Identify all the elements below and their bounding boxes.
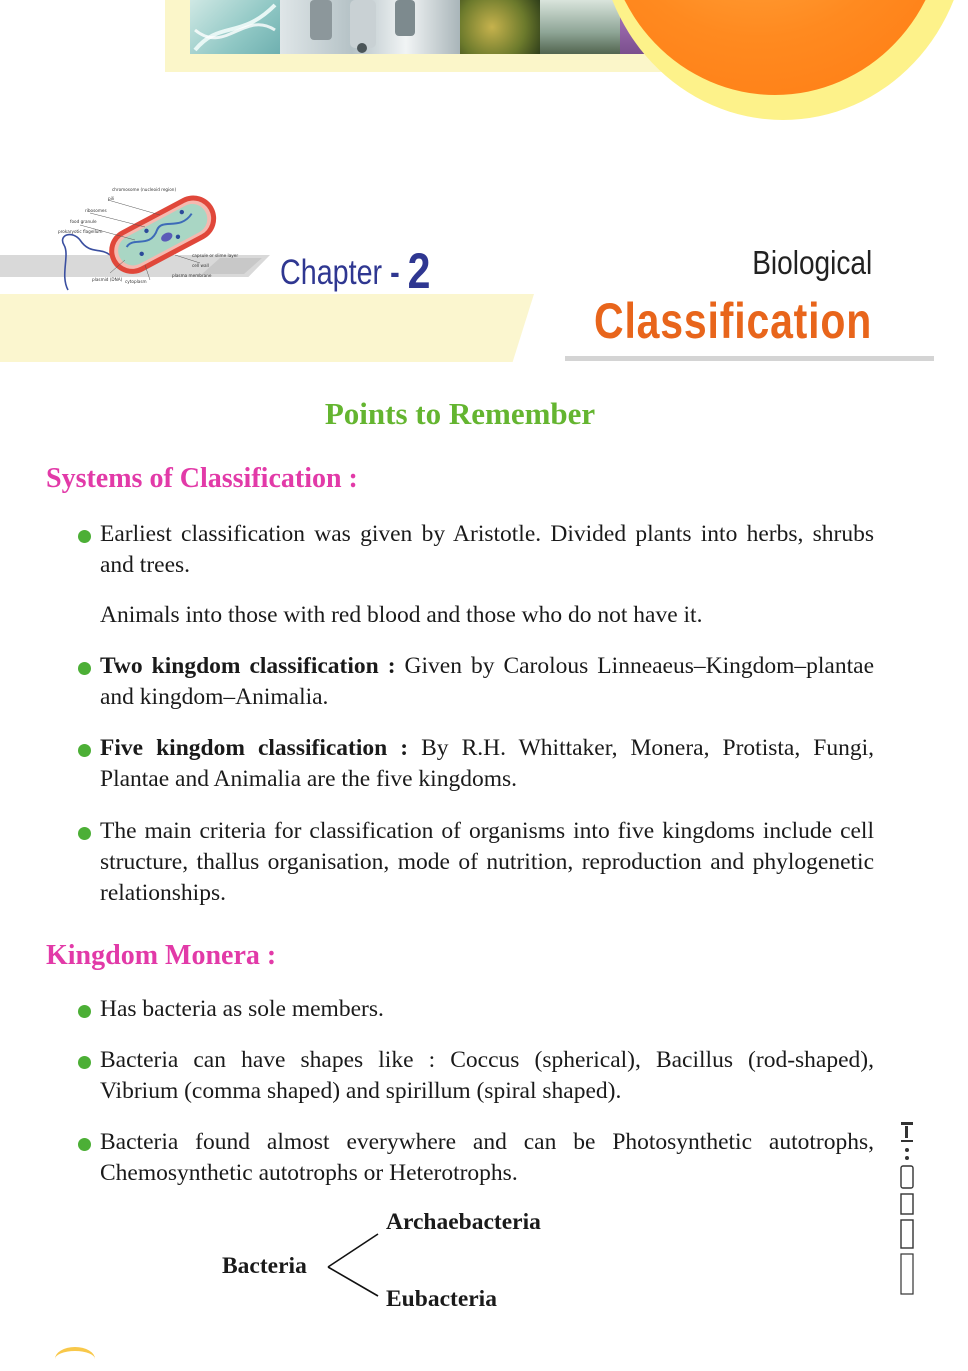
list-item [78, 1045, 874, 1107]
header-photo-collage [190, 0, 670, 54]
list-item [78, 1127, 874, 1189]
list-item [78, 816, 874, 909]
list-item-text: The main criteria for classification of organisms into five kingdoms include cell structure, thallus organisation, mode of nutrition, reproduction and phylogenetic relationships. [100, 818, 874, 906]
diagram-label-food-granule: food granule [70, 219, 97, 224]
diagram-label-pili: pili [108, 196, 115, 201]
diagram-label-plasmid: plasmid (DNA) [92, 277, 123, 282]
bullet-icon [78, 662, 91, 675]
section-heading-monera: Kingdom Monera : [46, 940, 277, 971]
list-item [78, 519, 874, 581]
tree-branch-lines [322, 1230, 382, 1300]
chapter-dash: - [390, 253, 400, 292]
dna-helix-icon [190, 0, 280, 54]
bullet-icon [78, 744, 91, 757]
list-item [78, 651, 874, 713]
bullet-icon [78, 827, 91, 840]
microscope-icon [280, 0, 460, 54]
section-heading-systems: Systems of Classification : [46, 463, 358, 494]
diagram-label-capsule: capsule or slime layer [192, 253, 239, 258]
list-item-text: Has bacteria as sole members. [100, 996, 384, 1022]
list-item [78, 733, 874, 795]
diagram-label-cell-wall: cell wall [192, 263, 209, 268]
chapter-number: 2 [407, 243, 431, 299]
list-item [78, 994, 874, 1025]
chapter-word: Chapter [280, 253, 383, 292]
title-underline-rule [565, 356, 934, 361]
list-item-term: Two kingdom classification : [100, 653, 396, 679]
chapter-label [280, 238, 431, 299]
list-item-text: Bacteria found almost everywhere and can be Photosynthetic autotrophs, Chemosynthetic autotrophs or Heterotrophs. [100, 1129, 874, 1186]
list-item-description: Given by Carolous Linneaeus–Kingdom–plantae and kingdom–Animalia. [100, 653, 875, 710]
bacteria-cell-diagram [50, 185, 239, 295]
bullet-icon [78, 1138, 91, 1151]
cream-band-decoration [0, 294, 534, 362]
list-item-text: Bacteria can have shapes like : Coccus (spherical), Bacillus (rod-shaped), Vibrium (comma shaped) and spirillum (spiral shaped). [100, 1047, 874, 1104]
paragraph-text: Animals into those with red blood and those who do not have it. [100, 602, 703, 628]
chapter-title-line1: Biological [751, 244, 872, 281]
diagram-label-cytoplasm: cytoplasm [125, 279, 147, 284]
dna-photo [190, 0, 280, 54]
list-item-description: By R.H. Whittaker, Monera, Protista, Fungi, Plantae and Animalia are the five kingdoms. [100, 735, 874, 792]
microscope-photo [280, 0, 460, 54]
mountain-photo [540, 0, 620, 54]
side-publisher-watermark [893, 1118, 923, 1298]
bullet-icon [78, 1056, 91, 1069]
tree-leaf-archaebacteria: Archaebacteria [386, 1209, 541, 1235]
tree-root-bacteria: Bacteria [222, 1253, 307, 1279]
diagram-label-ribosomes: ribosomes [85, 208, 107, 213]
points-heading: Points to Remember [324, 396, 596, 431]
list-item-text: Earliest classification was given by Aristotle. Divided plants into herbs, shrubs and trees. [100, 521, 874, 578]
bullet-icon [78, 530, 91, 543]
bullet-icon [78, 1005, 91, 1018]
bottom-arc-decoration [55, 1347, 95, 1371]
diagram-label-plasma-membrane: plasma membrane [172, 273, 212, 278]
tree-leaf-eubacteria: Eubacteria [386, 1286, 497, 1312]
plant-photo [460, 0, 540, 54]
list-item-term: Five kingdom classification : [100, 735, 409, 761]
list-item-text [100, 651, 874, 713]
chapter-title-line2: Classification [593, 293, 872, 349]
diagram-label-chromosome: chromosome (nucleoid region) [112, 187, 177, 192]
list-item-text [100, 733, 874, 795]
diagram-label-flagellum: prokaryotic flagellum [58, 229, 103, 234]
